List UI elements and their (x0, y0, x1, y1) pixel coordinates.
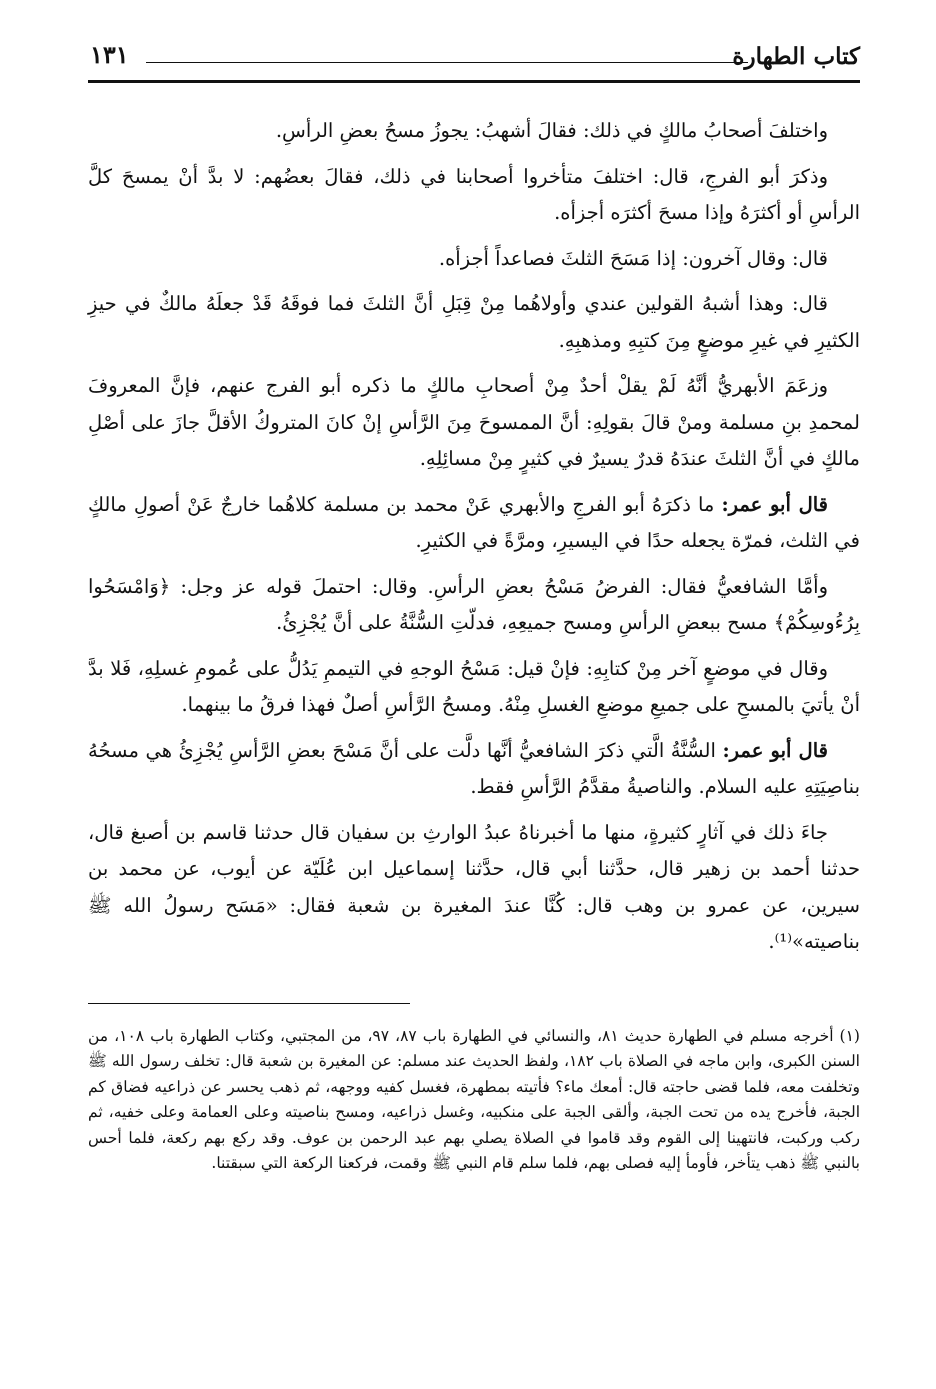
paragraph-text: قال: وقال آخرون: إذا مَسَحَ الثلثَ فصاعداً أجزأه. (438, 246, 828, 270)
paragraph (88, 733, 860, 806)
header-rule (88, 80, 860, 83)
paragraph (88, 286, 860, 359)
footnote-text: (١) أخرجه مسلم في الطهارة حديث ٨١، والنسائي في الطهارة باب ٨٧، ٩٧، من المجتبي، وكتاب الطهارة باب ١٠٨، من السنن الكبرى، وابن ماجه في الصلاة باب ١٨٢، ولفظ الحديث عند مسلم: عن المغيرة بن شعبة قال: تخلف رسول الله ﷺ وتخلفت معه، فلما قضى حاجته قال: أمعك ماء؟ فأتيته بمطهرة، فغسل كفيه ووجهه، ثم ذهب يحسر عن ذراعيه فضاق كم الجبة، فأخرج يده من تحت الجبة، وألقى الجبة على منكبيه، وغسل ذراعيه، ومسح بناصيته وعلى العمامة وعلى خفيه، ثم ركب وركبت، فانتهينا إلى القوم وقد قاموا في الصلاة يصلي بهم عبد الرحمن بن عوف. وقد ركع بهم ركعة، فلما أحس بالنبي ﷺ ذهب يتأخر، فأومأ إليه فصلى بهم، فلما سلم قام النبي ﷺ وقمت، فركعنا الركعة التي سبقتنا. (88, 1026, 860, 1172)
paragraph (88, 815, 860, 961)
header-divider (146, 62, 748, 63)
paragraph (88, 569, 860, 642)
paragraph (88, 113, 860, 150)
paragraph (88, 241, 860, 278)
running-title: كتاب الطهارة (732, 43, 860, 70)
running-header (88, 40, 860, 76)
footnote-separator (88, 1003, 410, 1004)
paragraph-text: وزعَمَ الأبهريُّ أنَّهُ لَمْ يقلْ أحدٌ مِنْ أصحابِ مالكٍ ما ذكره أبو الفرج عنهم، فإنَّ المعروفَ لمحمدِ بنِ مسلمة ومنْ قالَ بقولِهِ: أنَّ الممسوحَ مِنَ الرَّأسِ إنْ كانَ المتروكُ الأقلَّ جازَ على أصْلِ مالكٍ في أنَّ الثلثَ عندَهُ قدرٌ يسيرٌ في كثيرٍ مِنْ مسائِلِهِ. (88, 374, 860, 470)
footnote (88, 1024, 860, 1177)
page-number: ١٣١ (90, 40, 129, 69)
paragraph-text: السُّنَّةُ الَّتي ذكرَ الشافعيُّ أنَّها دلَّت على أنَّ مَسْحَ بعضِ الرَّأسِ يُجْزِئُ هي مسحُهُ بناصِيَتِهِ عليه السلام. والناصيةُ مقدَّمُ الرَّأسِ فقط. (88, 738, 860, 798)
paragraph-text: وأمَّا الشافعيُّ فقال: الفرضُ مَسْحُ بعضِ الرأسِ. وقال: احتملَ قوله عز وجل: ﴿وَامْسَحُوا بِرُءُوسِكُمْ﴾ مسح ببعضِ الرأسِ ومسح جميعِهِ، فدلّتِ السُّنَّةُ على أنَّ يُجْزِئُ. (88, 574, 860, 634)
paragraph-text: واختلفَ أصحابُ مالكٍ في ذلك: فقالَ أشهبُ: يجوزُ مسحُ بعضِ الرأسِ. (275, 119, 828, 142)
paragraph-text: وقال في موضعٍ آخر مِنْ كتابِهِ: فإنْ قيل: مَسْحُ الوجهِ في التيممِ يَدُلُّ على عُمومِ غسلِهِ، فَلا بدَّ أنْ يأتيَ بالمسحِ على جميعِ موضعِ الغسلِ مِنْهُ. ومسحُ الرَّأسِ أصلٌ فهذا فرقُ ما بينهما. (88, 656, 860, 716)
paragraph-text: قال: وهذا أشبهُ القولين عندي وأولاهُما مِنْ قِبَلِ أنَّ الثلثَ فما فوقَهُ قَدْ جعلَهُ مالكٌ في حيزِ الكثيرِ في غيرِ موضعٍ مِنَ كتبِهِ ومذهبِهِ. (88, 292, 860, 352)
paragraph-text: جاءَ ذلك في آثارٍ كثيرةٍ، منها ما أخبرناهُ عبدُ الوارثِ بن سفيان قال حدثنا قاسم بن أصبغ قال، حدثنا أحمد بن زهير قال، حدَّثنا أبي قال، حدَّثنا إسماعيل ابن عُلَيّة عن أيوب، عن محمد بن سيرين، عن عمرو بن وهب قال: كُنَّا عندَ المغيرة بن شعبة فقال: «مَسَح رسولُ الله ﷺ بناصيته»⁽¹⁾. (88, 820, 860, 953)
paragraph (88, 368, 860, 478)
main-text (88, 113, 860, 961)
paragraph (88, 487, 860, 560)
paragraph (88, 651, 860, 724)
page (88, 40, 860, 1177)
paragraph-lead: قال أبو عمر: (722, 738, 828, 762)
paragraph-lead: قال أبو عمر: (721, 492, 828, 516)
paragraph-text: ما ذكرَهُ أبو الفرجِ والأبهري عَنْ محمد بن مسلمة كلاهُما خارجٌ عَنْ أصولِ مالكٍ في الثلث، فمرّة يجعله حدًا في اليسيرِ، ومرَّةً في الكثيرِ. (88, 492, 860, 552)
paragraph-text: وذكرَ أبو الفرجِ، قال: اختلفَ متأخروا أصحابنا في ذلك، فقالَ بعضُهم: لا بدَّ أنْ يمسحَ كلَّ الرأسِ أو أكثرَهُ وإذا مسحَ أكثرَه أجزأه. (88, 164, 860, 224)
paragraph (88, 159, 860, 232)
